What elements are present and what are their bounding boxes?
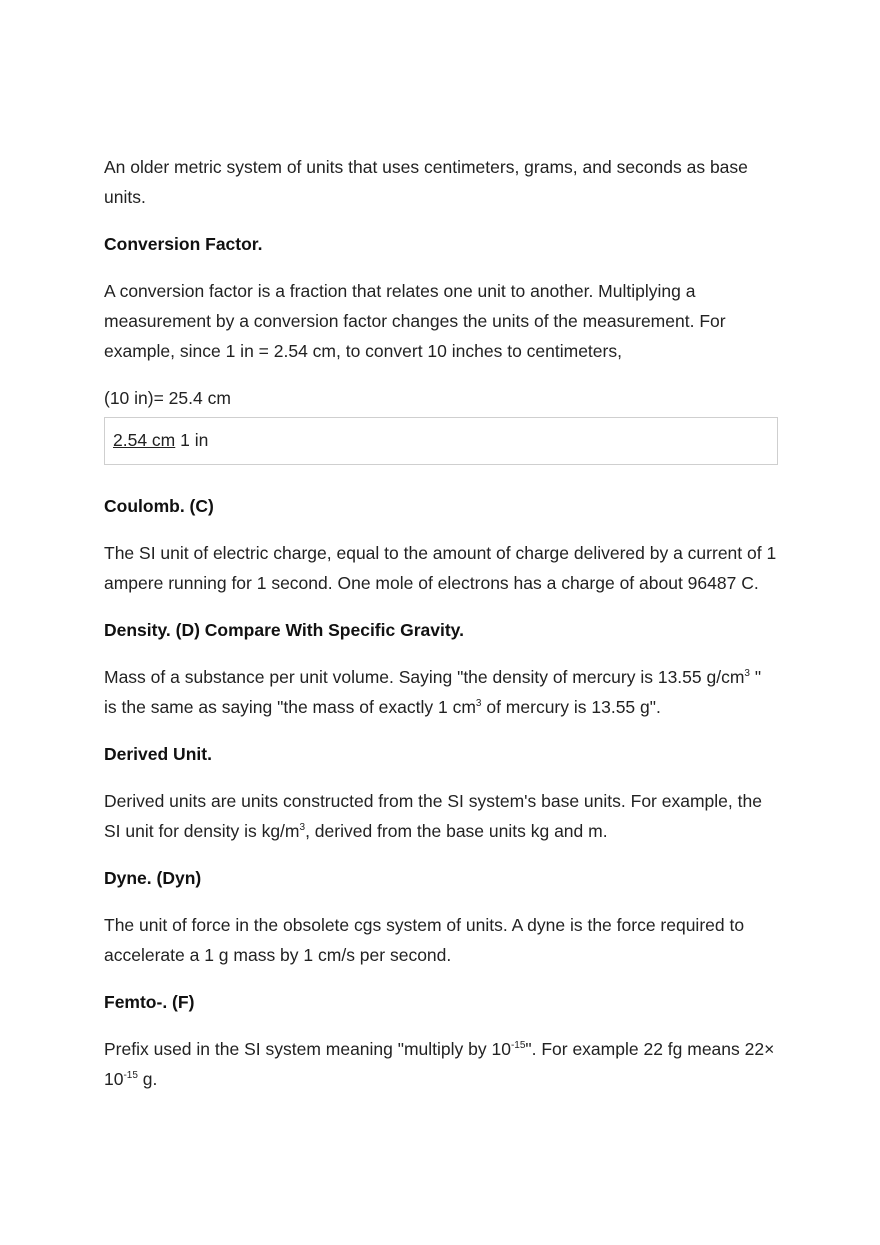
definition-derived-unit xyxy=(104,786,778,846)
derived-unit-text-2: , derived from the base units kg and m. xyxy=(305,821,608,841)
femto-text-3: g. xyxy=(137,1069,158,1089)
density-superscript-1: 3 xyxy=(744,668,750,680)
femto-text-2: ". For example 22 fg means 22× 10 xyxy=(104,1039,775,1089)
definition-coulomb: The SI unit of electric charge, equal to the amount of charge delivered by a current of 1 ampere running for 1 second. One mole of electrons has a charge of about 96487 C. xyxy=(104,543,777,593)
femto-text-1: Prefix used in the SI system meaning "multiply by 10 xyxy=(104,1039,511,1059)
femto-superscript-1: -15 xyxy=(510,1040,526,1052)
fraction-denominator: 1 in xyxy=(175,430,209,450)
definition-femto xyxy=(104,1034,778,1094)
derived-unit-superscript: 3 xyxy=(299,822,306,834)
density-superscript-2: 3 xyxy=(475,698,482,710)
term-dyne: Dyne. (Dyn) xyxy=(104,868,202,888)
term-femto: Femto-. (F) xyxy=(104,992,195,1012)
term-derived-unit: Derived Unit. xyxy=(104,744,212,764)
fraction-numerator: 2.54 cm xyxy=(113,430,176,450)
definition-density xyxy=(104,662,778,722)
term-conversion-factor: Conversion Factor. xyxy=(104,234,263,254)
intro-definition: An older metric system of units that uses centimeters, grams, and seconds as base units. xyxy=(104,157,748,207)
density-text-2: " is the same as saying "the mass of exactly 1 cm xyxy=(104,667,762,717)
density-text-3: of mercury is 13.55 g". xyxy=(481,697,661,717)
document-page xyxy=(104,152,778,1111)
conversion-calculation: (10 in)= 25.4 cm xyxy=(104,388,231,408)
definition-dyne: The unit of force in the obsolete cgs system of units. A dyne is the force required to accelerate a 1 g mass by 1 cm/s per second. xyxy=(104,915,745,965)
term-coulomb: Coulomb. (C) xyxy=(104,496,214,516)
definition-conversion-factor: A conversion factor is a fraction that relates one unit to another. Multiplying a measurement by a conversion factor changes the units of the measurement. For example, since 1 in = 2.54 cm, to convert 10 inches to centimeters, xyxy=(104,281,726,361)
femto-superscript-2: -15 xyxy=(123,1070,138,1082)
density-text-1: Mass of a substance per unit volume. Saying "the density of mercury is 13.55 g/cm xyxy=(104,667,745,687)
conversion-fraction-box xyxy=(104,417,778,465)
term-density: Density. (D) Compare With Specific Gravity. xyxy=(104,620,464,640)
derived-unit-text-1: Derived units are units constructed from the SI system's base units. For example, the SI unit for density is kg/m xyxy=(104,791,762,841)
